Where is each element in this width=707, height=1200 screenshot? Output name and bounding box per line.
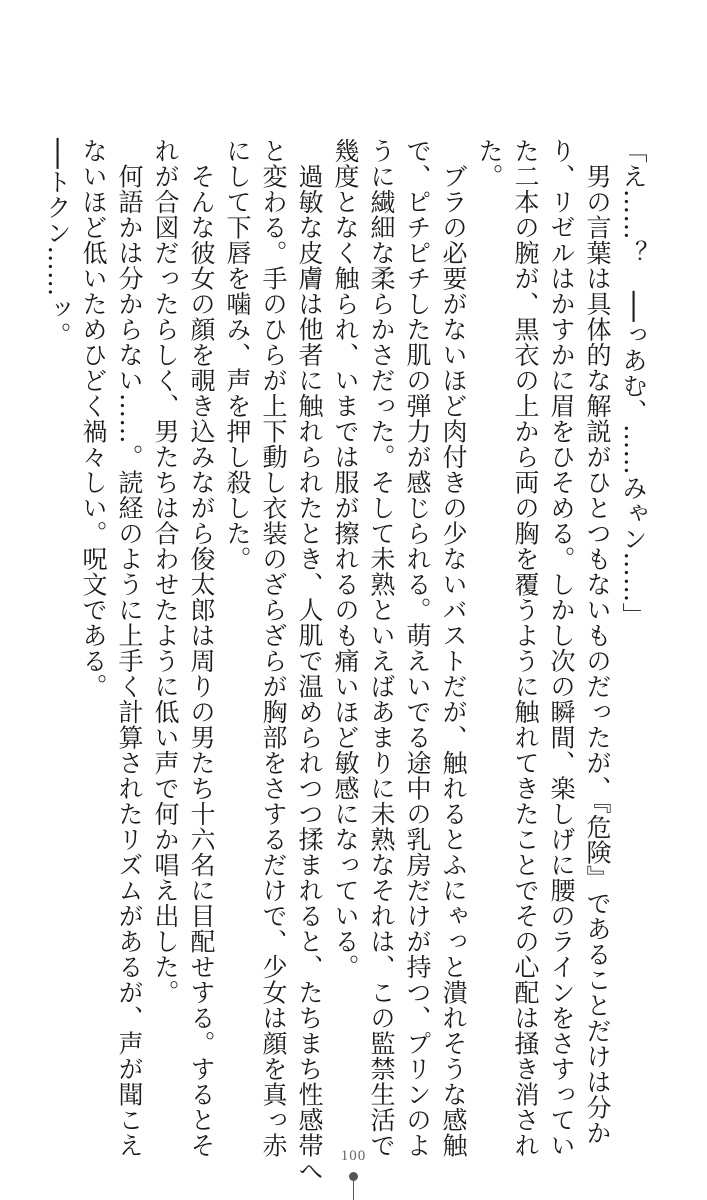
text-line-2: 男の言葉は具体的な解説がひとつもないものだったが、『危険』であることだけは分か: [583, 138, 612, 1146]
text-line-9: 幾度となく触られ、いまでは服が擦れるのも痛いほど敏感になっている。: [331, 138, 360, 980]
page-marker-stem: [353, 1180, 354, 1200]
text-line-13: そんな彼女の顔を覗き込みながら俊太郎は周りの男たち十六名に目配せする。するとそ: [187, 138, 216, 1158]
text-line-11: と変わる。手のひらが上下動し衣装のざらざらが胸部をさするだけで、少女は顔を真っ赤: [259, 138, 288, 1158]
text-line-17: ──トクン……ッ。: [43, 138, 72, 348]
text-line-5: た。: [475, 138, 504, 189]
text-line-15: 何語かは分からない……。読経のように上手く計算されたリズムがあるが、声が聞こえ: [115, 138, 144, 1158]
text-line-7: で、ピチピチした肌の弾力が感じられる。萌えいでる途中の乳房だけが持つ、プリンのよ: [403, 138, 432, 1158]
text-line-6: ブラの必要がないほど肉付きの少ないバストだが、触れるとふにゃっと潰れそうな感触: [439, 138, 468, 1158]
text-line-4: た二本の腕が、黒衣の上から両の胸を覆うように触れてきたことでその心配は掻き消され: [511, 138, 540, 1158]
text-line-10: 過敏な皮膚は他者に触れられたとき、人肌で温められつつ揉まれると、たちまち性感帯へ: [295, 138, 324, 1184]
text-line-12: にして下唇を噛み、声を押し殺した。: [223, 138, 252, 572]
page-marker-icon: [349, 1172, 358, 1200]
text-line-14: れが合図だったらしく、男たちは合わせたように低い声で何か唱え出した。: [151, 138, 180, 1005]
text-line-1: 「え……？ ──っあむ、……みゃン……」: [619, 138, 648, 629]
text-line-8: うに繊細な柔らかさだった。そして未熟といえばあまりに未熟なそれは、この監禁生活で: [367, 138, 396, 1158]
page-number: 100: [340, 1148, 367, 1164]
text-line-3: り、リゼルはかすかに眉をひそめる。しかし次の瞬間、楽しげに腰のラインをさすってい: [547, 138, 576, 1158]
text-line-16: ないほど低いためひどく禍々しい。呪文である。: [79, 138, 108, 699]
